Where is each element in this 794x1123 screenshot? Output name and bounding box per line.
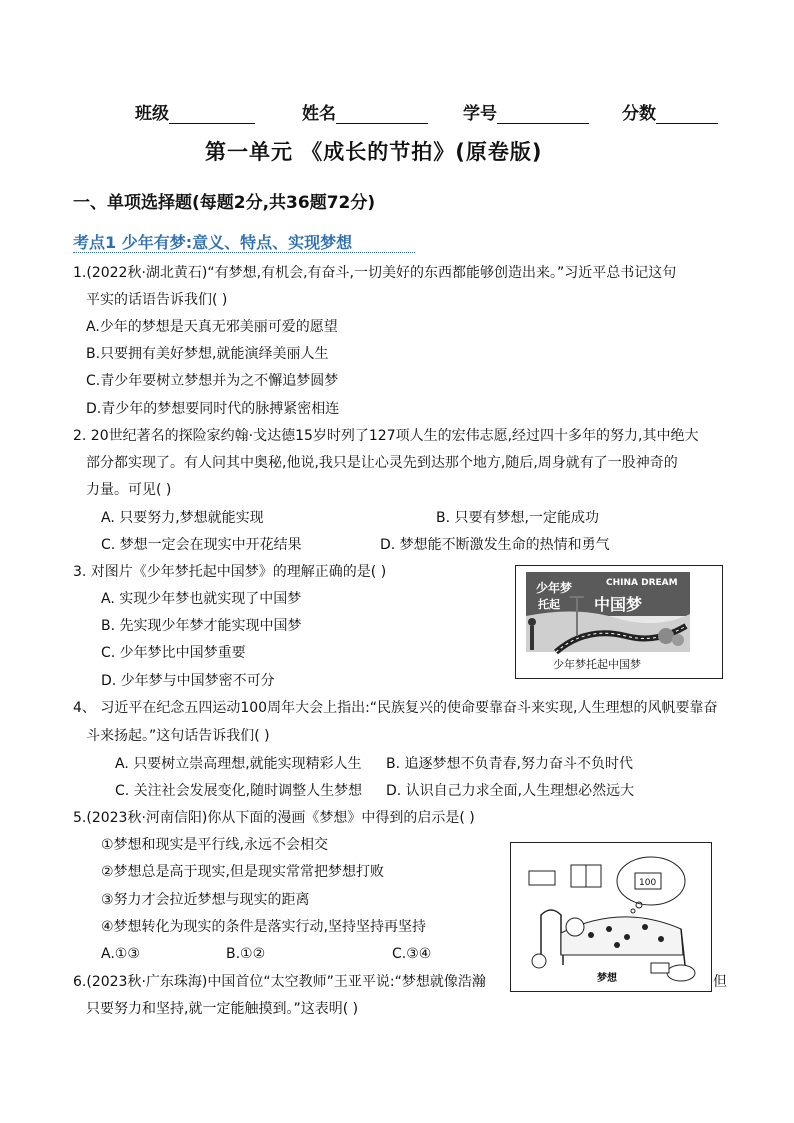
q1-option-d[interactable]: D.青少年的梦想要同时代的脉搏紧密相连 — [86, 401, 340, 417]
q4-option-d[interactable]: D. 认识自己力求全面,人生理想必然远大 — [386, 783, 635, 799]
score-blank[interactable] — [656, 105, 718, 124]
q5-cartoon-figure — [510, 842, 712, 992]
q6-stem-line1: 6.(2023秋·广东珠海)中国首位“太空教师”王亚平说:“梦想就像浩瀚 — [73, 974, 486, 990]
name-blank[interactable] — [336, 105, 428, 124]
q5-statement-4: ④梦想转化为现实的条件是落实行动,坚持坚持再坚持 — [101, 919, 426, 935]
name-label: 姓名 — [302, 104, 336, 124]
cartoon-score-paper: 100 — [639, 878, 657, 888]
q4-option-a[interactable]: A. 只要树立崇高理想,就能实现精彩人生 — [115, 756, 362, 772]
score-label: 分数 — [622, 104, 656, 124]
q3-option-c[interactable]: C. 少年梦比中国梦重要 — [101, 645, 246, 661]
q6-stem-line2: 只要努力和坚持,就一定能触摸到。”这表明( ) — [86, 1001, 359, 1017]
student-id-label: 学号 — [463, 104, 497, 124]
q1-stem-line2: 平实的话语告诉我们( ) — [86, 292, 228, 308]
q6-stem-line1-end: 但 — [713, 974, 727, 990]
q3-stem: 3. 对图片《少年梦托起中国梦》的理解正确的是( ) — [73, 564, 387, 580]
q4-option-b[interactable]: B. 追逐梦想不负青春,努力奋斗不负时代 — [386, 756, 633, 772]
q5-option-b[interactable]: B.①② — [226, 946, 266, 962]
student-id-blank[interactable] — [497, 105, 589, 124]
q2-stem-line3: 力量。可见( ) — [86, 482, 172, 498]
q2-option-b[interactable]: B. 只要有梦想,一定能成功 — [436, 510, 599, 526]
q5-stem: 5.(2023秋·河南信阳)你从下面的漫画《梦想》中得到的启示是( ) — [73, 810, 475, 826]
q5-option-a[interactable]: A.①③ — [101, 946, 140, 962]
q3-option-d[interactable]: D. 少年梦与中国梦密不可分 — [101, 673, 275, 689]
poster-text-cn1: 少年梦 — [536, 581, 573, 595]
q5-statement-1: ①梦想和现实是平行线,永远不会相交 — [101, 837, 329, 853]
poster-text-cn2: 托起 — [538, 598, 560, 611]
q1-option-b[interactable]: B.只要拥有美好梦想,就能演绎美丽人生 — [86, 346, 329, 362]
q3-option-a[interactable]: A. 实现少年梦也就实现了中国梦 — [101, 591, 302, 607]
poster-text-cn3: 中国梦 — [594, 595, 643, 614]
q5-statement-2: ②梦想总是高于现实,但是现实常常把梦想打败 — [101, 864, 384, 880]
q4-stem-line2: 斗来扬起。”这句话告诉我们( ) — [86, 728, 270, 744]
q1-option-c[interactable]: C.青少年要树立梦想并为之不懈追梦圆梦 — [86, 373, 339, 389]
q3-figure — [515, 565, 723, 679]
q5-statement-3: ③努力才会拉近梦想与现实的距离 — [101, 892, 310, 908]
score-field — [622, 99, 718, 124]
q4-stem-line1: 4、 习近平在纪念五四运动100周年大会上指出:“民族复兴的使命要靠奋斗来实现,人生理想的风帆要靠奋 — [73, 700, 718, 716]
student-id-field — [463, 99, 589, 124]
name-field — [302, 99, 428, 124]
q3-figure-caption: 少年梦托起中国梦 — [553, 658, 641, 671]
q1-stem-line1: 1.(2022秋·湖北黄石)“有梦想,有机会,有奋斗,一切美好的东西都能够创造出来。”习近平总书记这句 — [73, 265, 677, 281]
kaodian-heading: 考点1 少年有梦:意义、特点、实现梦想 — [73, 233, 353, 252]
kaodian-underline — [73, 252, 415, 253]
q4-option-c[interactable]: C. 关注社会发展变化,随时调整人生梦想 — [115, 783, 363, 799]
q2-option-c[interactable]: C. 梦想一定会在现实中开花结果 — [101, 537, 302, 553]
section-heading: 一、单项选择题(每题2分,共36题72分) — [73, 193, 376, 213]
class-label: 班级 — [135, 104, 169, 124]
class-blank[interactable] — [169, 105, 255, 124]
q5-option-c[interactable]: C.③④ — [392, 946, 432, 962]
q2-stem-line1: 2. 20世纪著名的探险家约翰·戈达德15岁时列了127项人生的宏伟志愿,经过四十多年的努力,其中绝大 — [73, 428, 699, 444]
poster-text-en: CHINA DREAM — [606, 578, 678, 588]
q2-stem-line2: 部分都实现了。有人问其中奥秘,他说,我只是让心灵先到达那个地方,随后,周身就有了一股神奇的 — [86, 455, 678, 471]
q2-option-a[interactable]: A. 只要努力,梦想就能实现 — [101, 510, 264, 526]
q5-cartoon-caption: 梦想 — [597, 973, 617, 984]
q3-poster-illustration — [516, 566, 722, 678]
q3-option-b[interactable]: B. 先实现少年梦才能实现中国梦 — [101, 618, 302, 634]
document-title: 第一单元 《成长的节拍》(原卷版) — [205, 140, 543, 164]
class-field — [135, 99, 255, 124]
q1-option-a[interactable]: A.少年的梦想是天真无邪美丽可爱的愿望 — [86, 319, 338, 335]
q5-cartoon-illustration — [511, 843, 711, 991]
q2-option-d[interactable]: D. 梦想能不断激发生命的热情和勇气 — [380, 537, 610, 553]
